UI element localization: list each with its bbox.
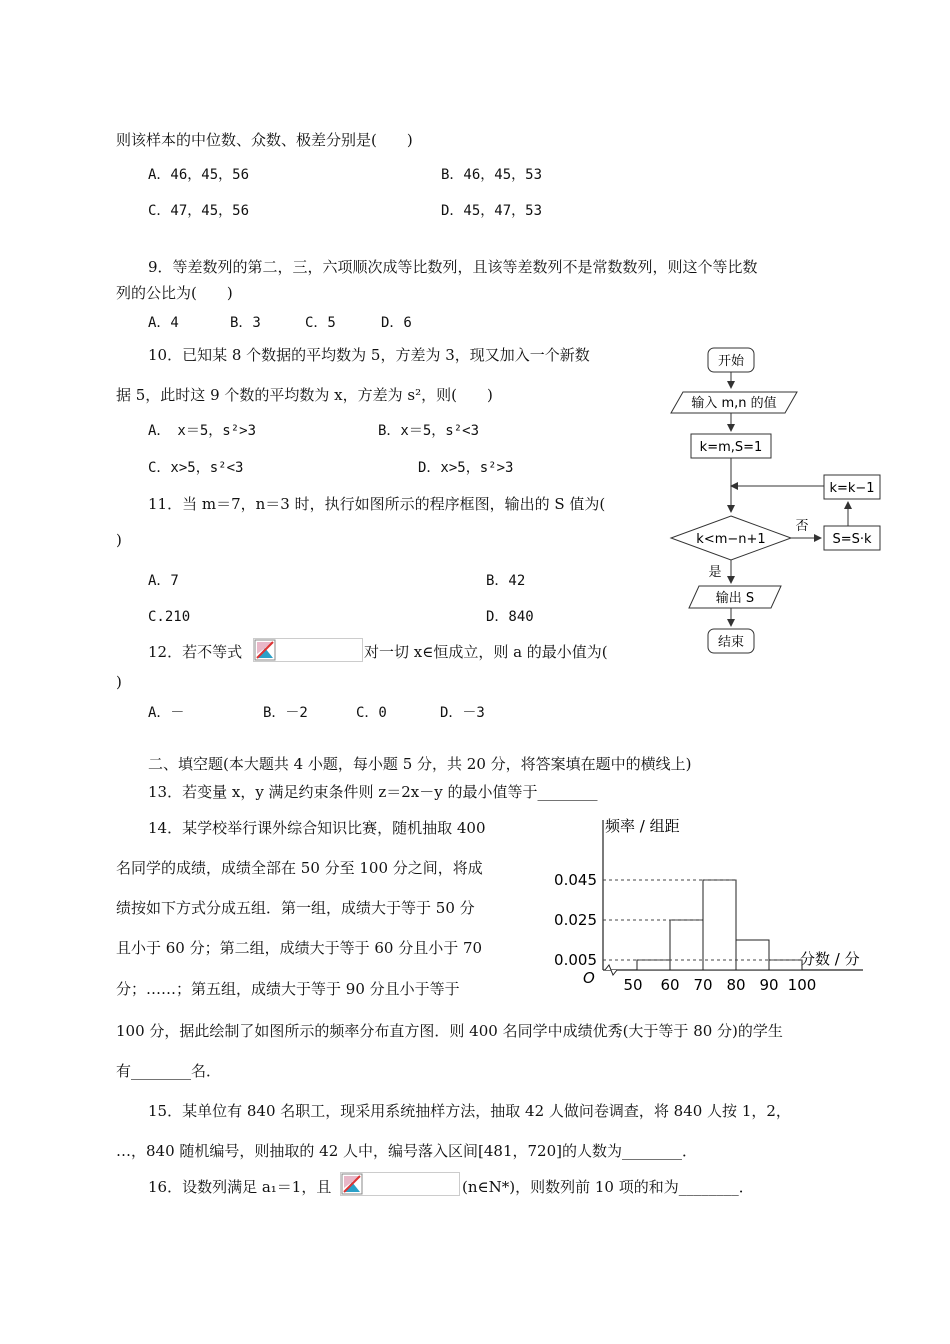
q8-option-c: C．47，45，56 xyxy=(148,203,250,219)
q14-line7: 有________名． xyxy=(116,1062,222,1080)
histogram-ylabel: 频率 / 组距 xyxy=(605,817,680,835)
flow-condition-label: k<m−n+1 xyxy=(696,532,766,547)
q8-option-a: A．46，45，56 xyxy=(148,167,250,183)
q16-stem-a: 16．设数列满足 a₁＝1，且 xyxy=(148,1178,332,1196)
q13-text: 13．若变量 x，y 满足约束条件则 z＝2x－y 的最小值等于________ xyxy=(148,783,598,801)
q9-option-d: D．6 xyxy=(381,315,412,331)
x-tick-label: 100 xyxy=(787,976,817,994)
flow-no-label: 否 xyxy=(795,519,809,534)
q16-formula-image xyxy=(340,1172,460,1196)
q8-option-d: D．45，47，53 xyxy=(441,203,543,219)
q8-stem: 则该样本的中位数、众数、极差分别是( ) xyxy=(116,131,413,149)
y-tick-label: 0.005 xyxy=(554,951,597,969)
flow-yes-label: 是 xyxy=(708,565,722,580)
x-tick-label: 60 xyxy=(660,976,680,994)
q14-line2: 名同学的成绩，成绩全部在 50 分至 100 分之间，将成 xyxy=(116,859,483,877)
histogram-bar xyxy=(670,920,703,970)
q9-stem-line1: 9．等差数列的第二，三，六项顺次成等比数列，且该等差数列不是常数数列，则这个等比数 xyxy=(148,258,758,276)
q12-option-d: D．－3 xyxy=(440,705,485,721)
q9-option-c: C．5 xyxy=(305,315,336,331)
histogram-bar xyxy=(769,960,802,970)
histogram-bar xyxy=(736,940,769,970)
q14-line5: 分；……；第五组，成绩大于等于 90 分且小于等于 xyxy=(116,980,460,998)
q14-line1: 14．某学校举行课外综合知识比赛，随机抽取 400 xyxy=(148,819,486,837)
q12-stem-line2: ) xyxy=(116,673,122,691)
histogram-bar xyxy=(637,960,670,970)
q10-stem-line1: 10．已知某 8 个数据的平均数为 5，方差为 3，现又加入一个新数 xyxy=(148,346,590,364)
flow-end-label: 结束 xyxy=(717,635,745,650)
q12-option-a: A．－ xyxy=(148,705,185,721)
q11-option-d: D．840 xyxy=(486,609,534,625)
q9-stem-line2: 列的公比为( ) xyxy=(116,284,233,302)
q9-option-b: B．3 xyxy=(230,315,261,331)
program-flowchart xyxy=(665,340,895,660)
q12-option-c: C．0 xyxy=(356,705,387,721)
flow-output-label: 输出 S xyxy=(715,591,755,606)
q11-stem-line1: 11．当 m＝7，n＝3 时，执行如图所示的程序框图，输出的 S 值为( xyxy=(148,495,606,513)
q10-option-a: A． x＝5，s²>3 xyxy=(148,423,257,439)
q12-option-b: B．－2 xyxy=(263,705,308,721)
x-tick-label: 80 xyxy=(726,976,746,994)
q8-option-b: B．46，45，53 xyxy=(441,167,543,183)
q11-option-b: B．42 xyxy=(486,573,526,589)
y-tick-label: 0.045 xyxy=(554,871,597,889)
q12-stem-b: 对一切 x∈恒成立，则 a 的最小值为( xyxy=(364,643,608,661)
q15-line2: …，840 随机编号，则抽取的 42 人中，编号落入区间[481，720]的人数为________． xyxy=(116,1142,697,1160)
q14-line6: 100 分，据此绘制了如图所示的频率分布直方图．则 400 名同学中成绩优秀(大于等于 80 分)的学生 xyxy=(116,1022,783,1040)
q14-line3: 绩按如下方式分成五组．第一组，成绩大于等于 50 分 xyxy=(116,899,475,917)
broken-image-icon xyxy=(341,1173,363,1195)
broken-image-icon xyxy=(254,639,276,661)
x-tick-label: 70 xyxy=(693,976,713,994)
histogram-xlabel: 分数 / 分 xyxy=(800,950,860,968)
q10-option-d: D．x>5，s²>3 xyxy=(418,460,514,476)
x-tick-label: 50 xyxy=(623,976,643,994)
q11-stem-line2: ) xyxy=(116,531,122,549)
histogram-origin: O xyxy=(583,969,595,987)
q12-formula-image xyxy=(253,638,363,662)
q10-option-b: B．x＝5，s²<3 xyxy=(378,423,480,439)
flow-input-label: 输入 m,n 的值 xyxy=(691,396,777,411)
axis-break xyxy=(605,965,617,975)
y-tick-label: 0.025 xyxy=(554,911,597,929)
histogram-bar xyxy=(703,880,736,970)
q9-option-a: A．4 xyxy=(148,315,179,331)
q12-stem-a: 12．若不等式 xyxy=(148,643,243,661)
q11-option-a: A．7 xyxy=(148,573,179,589)
q14-line4: 且小于 60 分；第二组，成绩大于等于 60 分且小于 70 xyxy=(116,939,483,957)
q10-stem-line2: 据 5，此时这 9 个数的平均数为 x，方差为 s²，则( ) xyxy=(116,386,493,404)
q11-option-c: C.210 xyxy=(148,609,191,625)
x-tick-label: 90 xyxy=(759,976,779,994)
flow-start-label: 开始 xyxy=(717,354,745,369)
q16-stem-b: (n∈N*)，则数列前 10 项的和为________． xyxy=(462,1178,754,1196)
flow-decrement-label: k=k−1 xyxy=(829,481,875,496)
frequency-histogram xyxy=(545,808,885,998)
flow-multiply-label: S=S·k xyxy=(832,532,872,547)
section-2-title: 二、填空题(本大题共 4 小题，每小题 5 分，共 20 分，将答案填在题中的横线上) xyxy=(148,755,692,773)
q10-option-c: C．x>5，s²<3 xyxy=(148,460,244,476)
q15-line1: 15．某单位有 840 名职工，现采用系统抽样方法，抽取 42 人做问卷调查，将 840 人按 1，2， xyxy=(148,1102,791,1120)
flow-init-label: k=m,S=1 xyxy=(699,440,763,455)
